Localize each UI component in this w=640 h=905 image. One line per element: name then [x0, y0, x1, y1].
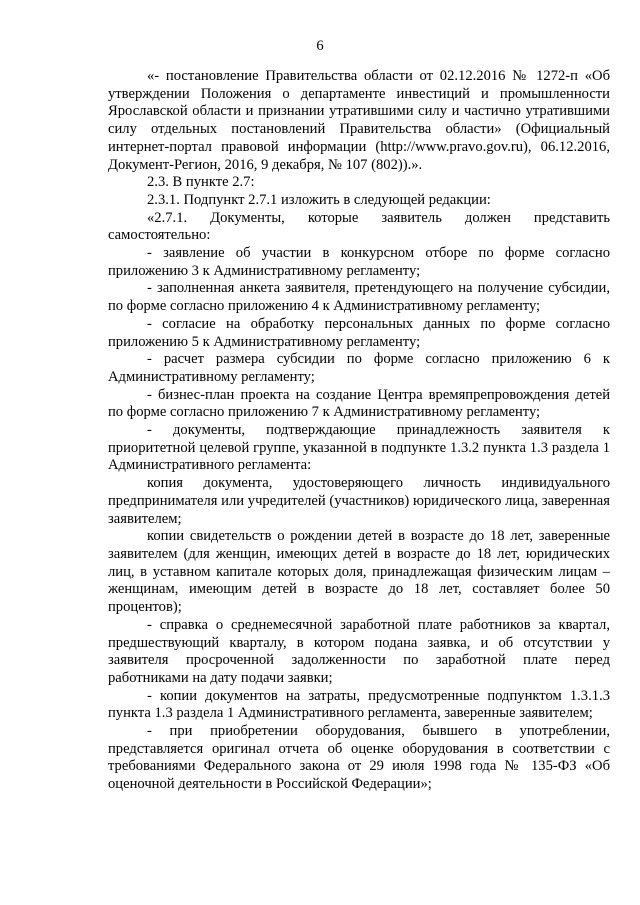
paragraph-clause-2-7-1: «2.7.1. Документы, которые заявитель должен представить самостоятельно: [108, 209, 610, 244]
paragraph-clause-2-3-1: 2.3.1. Подпункт 2.7.1 изложить в следующей редакции: [147, 191, 491, 208]
list-item-subsidy-calculation: - расчет размера субсидии по форме согласно приложению 6 к Административному регламенту; [108, 351, 610, 385]
list-item-equipment-appraisal: - при приобретении оборудования, бывшего в употреблении, представляется оригинал отчета об оценке оборудования в соответствии с требованиями Федерального закона от 29 июля 1998 года № 135-ФЗ «Об оценочной деятельности в Российской Федерации»; [108, 723, 610, 793]
list-item-salary-certificate: - справка о среднемесячной заработной плате работников за квартал, предшествующий кварталу, в котором подана заявка, и об отсутствии у заявителя просроченной задолженности по заработной плате перед работниками на дату подачи заявки; [108, 616, 610, 686]
paragraph-clause-2-3: 2.3. В пункте 2.7: [147, 174, 255, 191]
page-number: 6 [316, 38, 324, 54]
document-body [108, 68, 610, 794]
list-item-questionnaire: - заполненная анкета заявителя, претендующего на получение субсидии, по форме согласно приложению 4 к Административному регламенту; [108, 280, 610, 315]
list-item-expense-documents: - копии документов на затраты, предусмотренные подпунктом 1.3.1.3 пункта 1.3 раздела 1 Административного регламента, заверенные заявителем; [108, 687, 610, 722]
sub-item-birth-certificates: копии свидетельств о рождении детей в возрасте до 18 лет, заверенные заявителем (для женщин, имеющих детей в возрасте до 18 лет, юридических лиц, в уставном капитале которых доля, принадлежащая физическим лицам – женщинам, имеющим детей в возрасте до 18 лет, составляет более 50 процентов); [108, 528, 610, 616]
paragraph-resolution-reference: «- постановление Правительства области от 02.12.2016 № 1272-п «Об утверждении Положения о департаменте инвестиций и промышленности Ярославской области и признании утратившими силу и частично утратившими силу отдельных постановлений Правительства области» (Официальный интернет-портал правовой информации (http://www.pravo.gov.ru), 06.12.2016, Документ-Регион, 2016, 9 декабря, № 107 (802)).». [108, 68, 610, 173]
sub-item-identity-document: копия документа, удостоверяющего личность индивидуального предпринимателя или учредителей (участников) юридического лица, заверенная заявителем; [108, 475, 610, 527]
list-item-application: - заявление об участии в конкурсном отборе по форме согласно приложению 3 к Административному регламенту; [108, 245, 610, 279]
list-item-priority-group-documents: - документы, подтверждающие принадлежность заявителя к приоритетной целевой группе, указанной в подпункте 1.3.2 пункта 1.3 раздела 1 Административного регламента: [108, 422, 610, 474]
list-item-personal-data-consent: - согласие на обработку персональных данных по форме согласно приложению 5 к Административному регламенту; [108, 315, 610, 350]
list-item-business-plan: - бизнес-план проекта на создание Центра времяпрепровождения детей по форме согласно приложению 7 к Административному регламенту; [108, 386, 610, 421]
